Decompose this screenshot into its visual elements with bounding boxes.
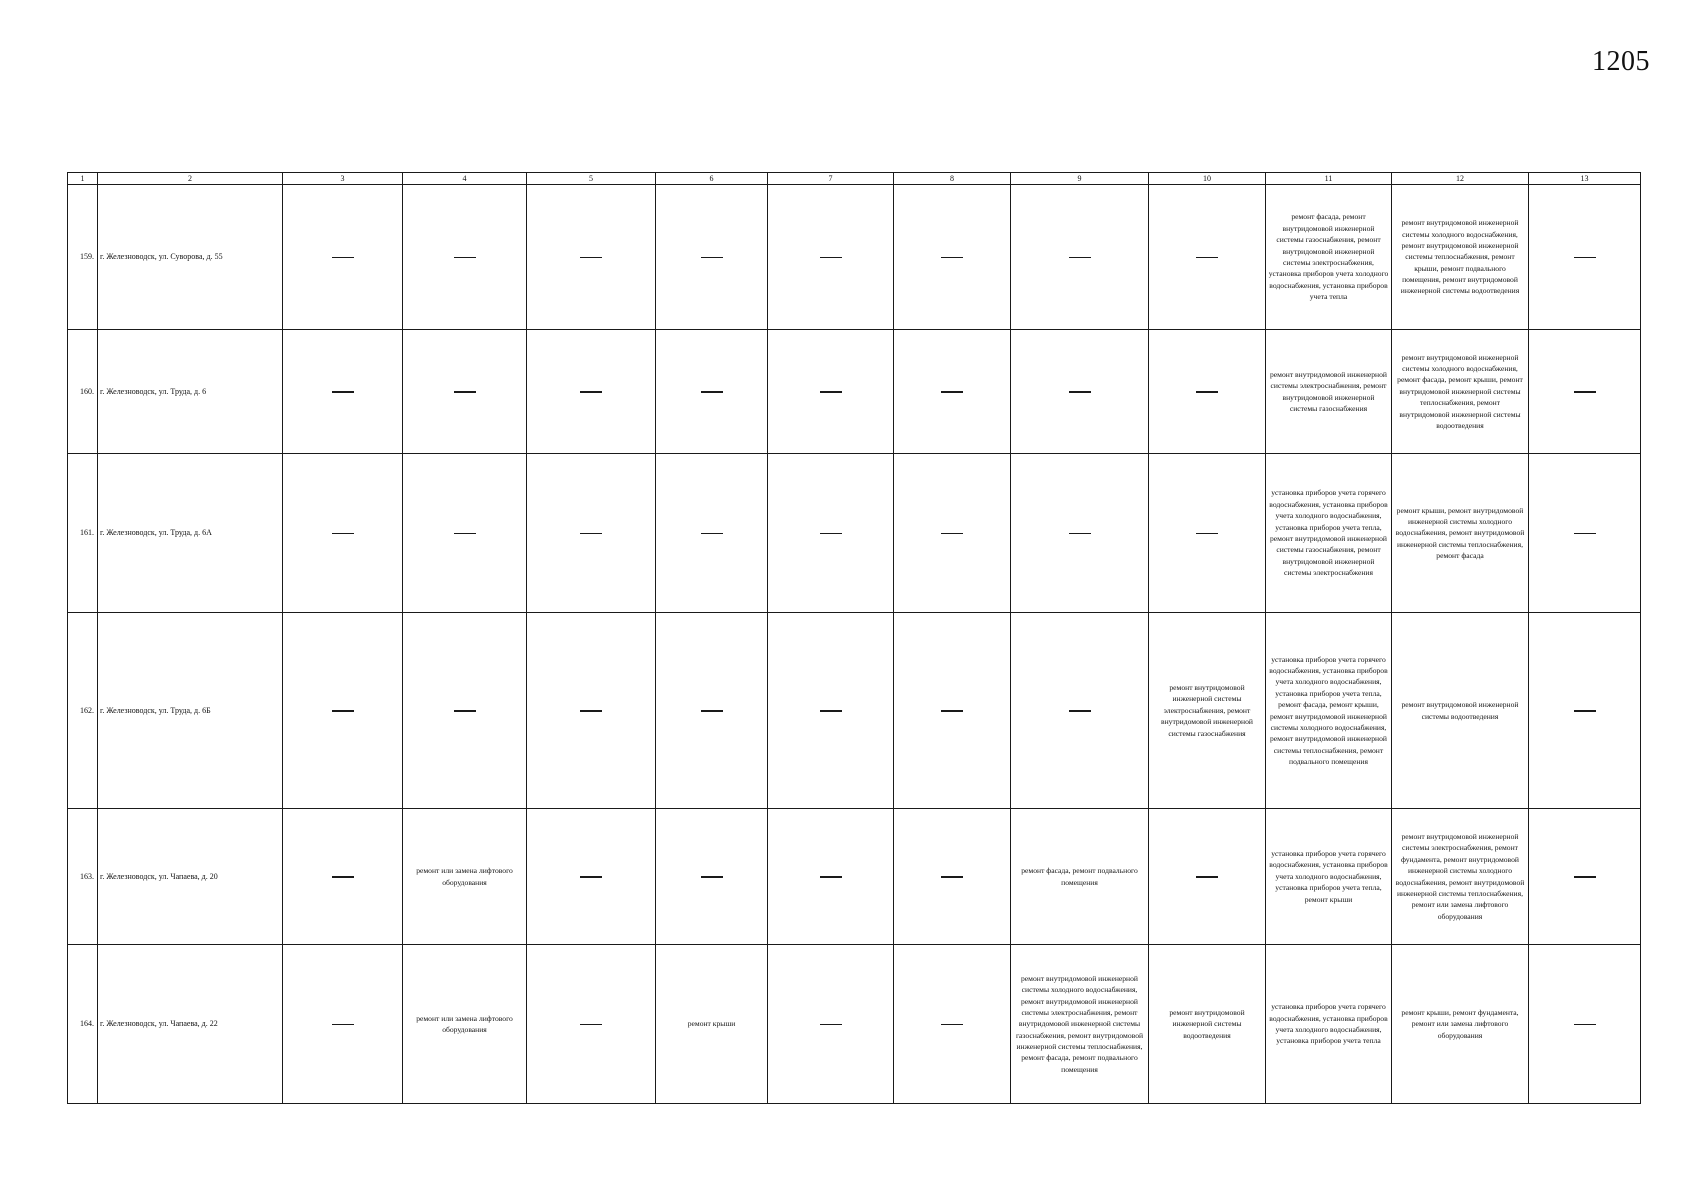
empty-cell — [768, 185, 894, 330]
work-type-cell: установка приборов учета горячего водоснабжения, установка приборов учета холодного водоснабжения, установка приборов учета тепла, ремонт внутридомовой инженерной системы газоснабжения, ремонт внутридомовой инженерной системы электроснабжения — [1266, 454, 1392, 613]
column-number: 7 — [768, 173, 894, 185]
empty-cell — [527, 454, 656, 613]
column-number: 8 — [894, 173, 1011, 185]
dash-mark — [454, 710, 476, 711]
dash-mark — [332, 533, 354, 534]
empty-cell — [656, 330, 768, 454]
dash-mark — [580, 1024, 602, 1025]
dash-mark — [1574, 710, 1596, 711]
empty-cell — [283, 330, 403, 454]
dash-mark — [332, 391, 354, 392]
empty-cell — [894, 330, 1011, 454]
dash-mark — [332, 1024, 354, 1025]
empty-cell — [894, 613, 1011, 809]
empty-cell — [768, 613, 894, 809]
dash-mark — [1574, 1024, 1596, 1025]
dash-mark — [701, 257, 723, 258]
column-number: 9 — [1011, 173, 1149, 185]
column-number: 12 — [1392, 173, 1529, 185]
dash-mark — [580, 876, 602, 877]
empty-cell — [1529, 185, 1641, 330]
work-type-cell: ремонт или замена лифтового оборудования — [403, 945, 527, 1104]
dash-mark — [1196, 391, 1218, 392]
work-type-cell: ремонт крыши, ремонт фундамента, ремонт или замена лифтового оборудования — [1392, 945, 1529, 1104]
column-number: 3 — [283, 173, 403, 185]
dash-mark — [941, 876, 963, 877]
column-number: 10 — [1149, 173, 1266, 185]
empty-cell — [1529, 330, 1641, 454]
empty-cell — [894, 809, 1011, 945]
empty-cell — [403, 454, 527, 613]
dash-mark — [941, 533, 963, 534]
dash-mark — [701, 533, 723, 534]
dash-mark — [1574, 391, 1596, 392]
dash-mark — [580, 533, 602, 534]
column-number: 4 — [403, 173, 527, 185]
empty-cell — [656, 454, 768, 613]
dash-mark — [941, 257, 963, 258]
dash-mark — [1196, 533, 1218, 534]
column-number: 2 — [98, 173, 283, 185]
dash-mark — [820, 876, 842, 877]
dash-mark — [1069, 391, 1091, 392]
dash-mark — [332, 876, 354, 877]
dash-mark — [332, 710, 354, 711]
column-number: 13 — [1529, 173, 1641, 185]
empty-cell — [768, 945, 894, 1104]
page-number: 1205 — [1592, 46, 1650, 77]
address-cell: г. Железноводск, ул. Труда, д. 6 — [98, 330, 283, 454]
table-row — [68, 454, 1641, 613]
work-type-cell: установка приборов учета горячего водоснабжения, установка приборов учета холодного водоснабжения, установка приборов учета тепла, ремонт крыши — [1266, 809, 1392, 945]
table-body — [68, 173, 1641, 1104]
empty-cell — [656, 613, 768, 809]
dash-mark — [1069, 710, 1091, 711]
dash-mark — [1574, 257, 1596, 258]
empty-cell — [768, 330, 894, 454]
empty-cell — [1529, 613, 1641, 809]
column-number: 11 — [1266, 173, 1392, 185]
address-cell: г. Железноводск, ул. Труда, д. 6А — [98, 454, 283, 613]
work-type-cell: ремонт внутридомовой инженерной системы электроснабжения, ремонт фундамента, ремонт внутридомовой инженерной системы холодного водоснабжения, ремонт внутридомовой инженерной системы теплоснабжения, ремонт или замена лифтового оборудования — [1392, 809, 1529, 945]
empty-cell — [1529, 945, 1641, 1104]
empty-cell — [527, 809, 656, 945]
empty-cell — [403, 185, 527, 330]
empty-cell — [527, 613, 656, 809]
row-number: 162. — [68, 613, 98, 809]
empty-cell — [1149, 330, 1266, 454]
work-type-cell: ремонт внутридомовой инженерной системы водоотведения — [1392, 613, 1529, 809]
dash-mark — [580, 257, 602, 258]
work-type-cell: ремонт внутридомовой инженерной системы электроснабжения, ремонт внутридомовой инженерной системы газоснабжения — [1149, 613, 1266, 809]
dash-mark — [454, 391, 476, 392]
work-type-cell: ремонт крыши, ремонт внутридомовой инженерной системы холодного водоснабжения, ремонт внутридомовой инженерной системы теплоснабжения, ремонт фасада — [1392, 454, 1529, 613]
empty-cell — [527, 945, 656, 1104]
work-type-cell: ремонт внутридомовой инженерной системы холодного водоснабжения, ремонт внутридомовой инженерной системы теплоснабжения, ремонт крыши, ремонт подвального помещения, ремонт внутридомовой инженерной системы водоотведения — [1392, 185, 1529, 330]
row-number: 160. — [68, 330, 98, 454]
column-number: 1 — [68, 173, 98, 185]
repair-schedule-table — [67, 172, 1641, 1104]
empty-cell — [1149, 454, 1266, 613]
address-cell: г. Железноводск, ул. Чапаева, д. 22 — [98, 945, 283, 1104]
dash-mark — [580, 710, 602, 711]
dash-mark — [941, 391, 963, 392]
dash-mark — [820, 257, 842, 258]
column-number: 5 — [527, 173, 656, 185]
empty-cell — [283, 454, 403, 613]
column-number: 6 — [656, 173, 768, 185]
dash-mark — [701, 876, 723, 877]
address-cell: г. Железноводск, ул. Труда, д. 6Б — [98, 613, 283, 809]
dash-mark — [1574, 876, 1596, 877]
empty-cell — [894, 185, 1011, 330]
dash-mark — [701, 710, 723, 711]
empty-cell — [283, 809, 403, 945]
empty-cell — [1011, 330, 1149, 454]
dash-mark — [1574, 533, 1596, 534]
empty-cell — [768, 809, 894, 945]
empty-cell — [403, 613, 527, 809]
empty-cell — [656, 809, 768, 945]
empty-cell — [1011, 185, 1149, 330]
dash-mark — [332, 257, 354, 258]
column-number-row — [68, 173, 1641, 185]
table-row — [68, 945, 1641, 1104]
empty-cell — [527, 185, 656, 330]
dash-mark — [941, 1024, 963, 1025]
address-cell: г. Железноводск, ул. Суворова, д. 55 — [98, 185, 283, 330]
dash-mark — [1196, 257, 1218, 258]
row-number: 161. — [68, 454, 98, 613]
work-type-cell: ремонт внутридомовой инженерной системы электроснабжения, ремонт внутридомовой инженерной системы газоснабжения — [1266, 330, 1392, 454]
table-row — [68, 330, 1641, 454]
dash-mark — [1069, 257, 1091, 258]
empty-cell — [894, 945, 1011, 1104]
empty-cell — [768, 454, 894, 613]
work-type-cell: ремонт или замена лифтового оборудования — [403, 809, 527, 945]
row-number: 164. — [68, 945, 98, 1104]
dash-mark — [820, 391, 842, 392]
work-type-cell: ремонт фасада, ремонт подвального помещения — [1011, 809, 1149, 945]
dash-mark — [454, 533, 476, 534]
dash-mark — [820, 1024, 842, 1025]
dash-mark — [1069, 533, 1091, 534]
empty-cell — [283, 185, 403, 330]
empty-cell — [656, 185, 768, 330]
table-row — [68, 809, 1641, 945]
dash-mark — [701, 391, 723, 392]
work-type-cell: ремонт фасада, ремонт внутридомовой инженерной системы газоснабжения, ремонт внутридомовой инженерной системы электроснабжения, установка приборов учета холодного водоснабжения, установка приборов учета тепла — [1266, 185, 1392, 330]
dash-mark — [454, 257, 476, 258]
empty-cell — [1011, 454, 1149, 613]
table-row — [68, 613, 1641, 809]
dash-mark — [941, 710, 963, 711]
empty-cell — [1149, 185, 1266, 330]
work-type-cell: установка приборов учета горячего водоснабжения, установка приборов учета холодного водоснабжения, установка приборов учета тепла, ремонт фасада, ремонт крыши, ремонт внутридомовой инженерной системы холодного водоснабжения, ремонт внутридомовой инженерной системы теплоснабжения, ремонт подвального помещения — [1266, 613, 1392, 809]
dash-mark — [820, 710, 842, 711]
row-number: 163. — [68, 809, 98, 945]
work-type-cell: ремонт внутридомовой инженерной системы холодного водоснабжения, ремонт фасада, ремонт крыши, ремонт внутридомовой инженерной системы теплоснабжения, ремонт внутридомовой инженерной системы водоотведения — [1392, 330, 1529, 454]
address-cell: г. Железноводск, ул. Чапаева, д. 20 — [98, 809, 283, 945]
table-row — [68, 185, 1641, 330]
dash-mark — [820, 533, 842, 534]
empty-cell — [1011, 613, 1149, 809]
work-type-cell: ремонт крыши — [656, 945, 768, 1104]
empty-cell — [894, 454, 1011, 613]
empty-cell — [1529, 454, 1641, 613]
empty-cell — [1149, 809, 1266, 945]
empty-cell — [527, 330, 656, 454]
dash-mark — [580, 391, 602, 392]
empty-cell — [403, 330, 527, 454]
empty-cell — [283, 945, 403, 1104]
row-number: 159. — [68, 185, 98, 330]
dash-mark — [1196, 876, 1218, 877]
empty-cell — [1529, 809, 1641, 945]
empty-cell — [283, 613, 403, 809]
work-type-cell: ремонт внутридомовой инженерной системы холодного водоснабжения, ремонт внутридомовой инженерной системы электроснабжения, ремонт внутридомовой инженерной системы газоснабжения, ремонт внутридомовой инженерной системы теплоснабжения, ремонт фасада, ремонт подвального помещения — [1011, 945, 1149, 1104]
work-type-cell: ремонт внутридомовой инженерной системы водоотведения — [1149, 945, 1266, 1104]
work-type-cell: установка приборов учета горячего водоснабжения, установка приборов учета холодного водоснабжения, установка приборов учета тепла — [1266, 945, 1392, 1104]
